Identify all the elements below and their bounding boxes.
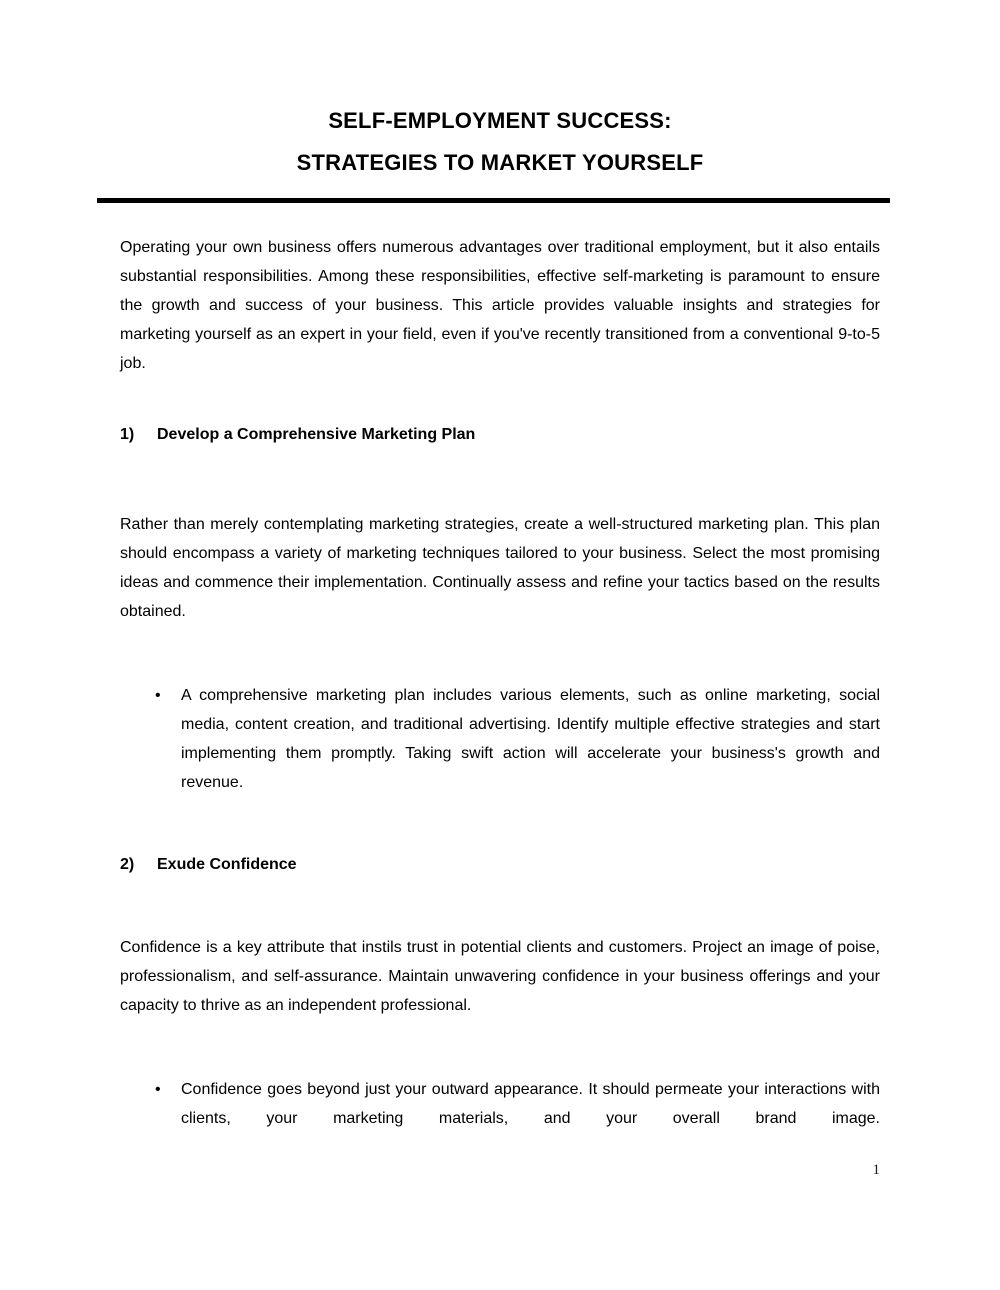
section-2-bullet-list	[120, 1075, 880, 1133]
section-2-paragraph: Confidence is a key attribute that instils trust in potential clients and customers. Project an image of poise, professionalism, and self-assurance. Maintain unwavering confidence in your business offerings and your capacity to thrive as an independent professional.	[120, 939, 880, 1014]
list-item	[155, 681, 880, 797]
section-number: 1)	[120, 426, 135, 443]
page-number: 1	[872, 1162, 880, 1178]
bullet-icon: •	[155, 687, 161, 704]
title-divider-rule	[97, 198, 890, 203]
section-heading-2	[120, 850, 880, 879]
section-number: 2)	[120, 856, 135, 873]
page-footer	[120, 1162, 880, 1179]
list-item-text: A comprehensive marketing plan includes various elements, such as online marketing, social media, content creation, and traditional advertising. Identify multiple effective strategies and start implementing them promptly. Taking swift action will accelerate your business's growth and revenue.	[181, 687, 880, 791]
section-1-bullet-list	[120, 681, 880, 797]
title-block	[120, 100, 880, 203]
section-heading-1	[120, 420, 880, 449]
list-item	[155, 1075, 880, 1133]
document-title-line-2: STRATEGIES TO MARKET YOURSELF	[296, 150, 704, 175]
section-heading-text: Develop a Comprehensive Marketing Plan	[157, 426, 476, 443]
list-item-text: Confidence goes beyond just your outward appearance. It should permeate your interactions with clients, your marketing materials, and your overall brand image.	[181, 1081, 880, 1127]
section-heading-text: Exude Confidence	[157, 856, 297, 873]
section-1-paragraph: Rather than merely contemplating marketing strategies, create a well-structured marketing plan. This plan should encompass a variety of marketing techniques tailored to your business. Select the most promising ideas and commence their implementation. Continually assess and refine your tactics based on the results obtained.	[120, 516, 880, 620]
intro-paragraph: Operating your own business offers numerous advantages over traditional employment, but it also entails substantial responsibilities. Among these responsibilities, effective self-marketing is paramount to ensure the growth and success of your business. This article provides valuable insights and strategies for marketing yourself as an expert in your field, even if you've recently transitioned from a conventional 9-to-5 job.	[120, 239, 880, 372]
document-title-line-1: SELF-EMPLOYMENT SUCCESS:	[328, 108, 672, 133]
bullet-icon: •	[155, 1081, 161, 1098]
